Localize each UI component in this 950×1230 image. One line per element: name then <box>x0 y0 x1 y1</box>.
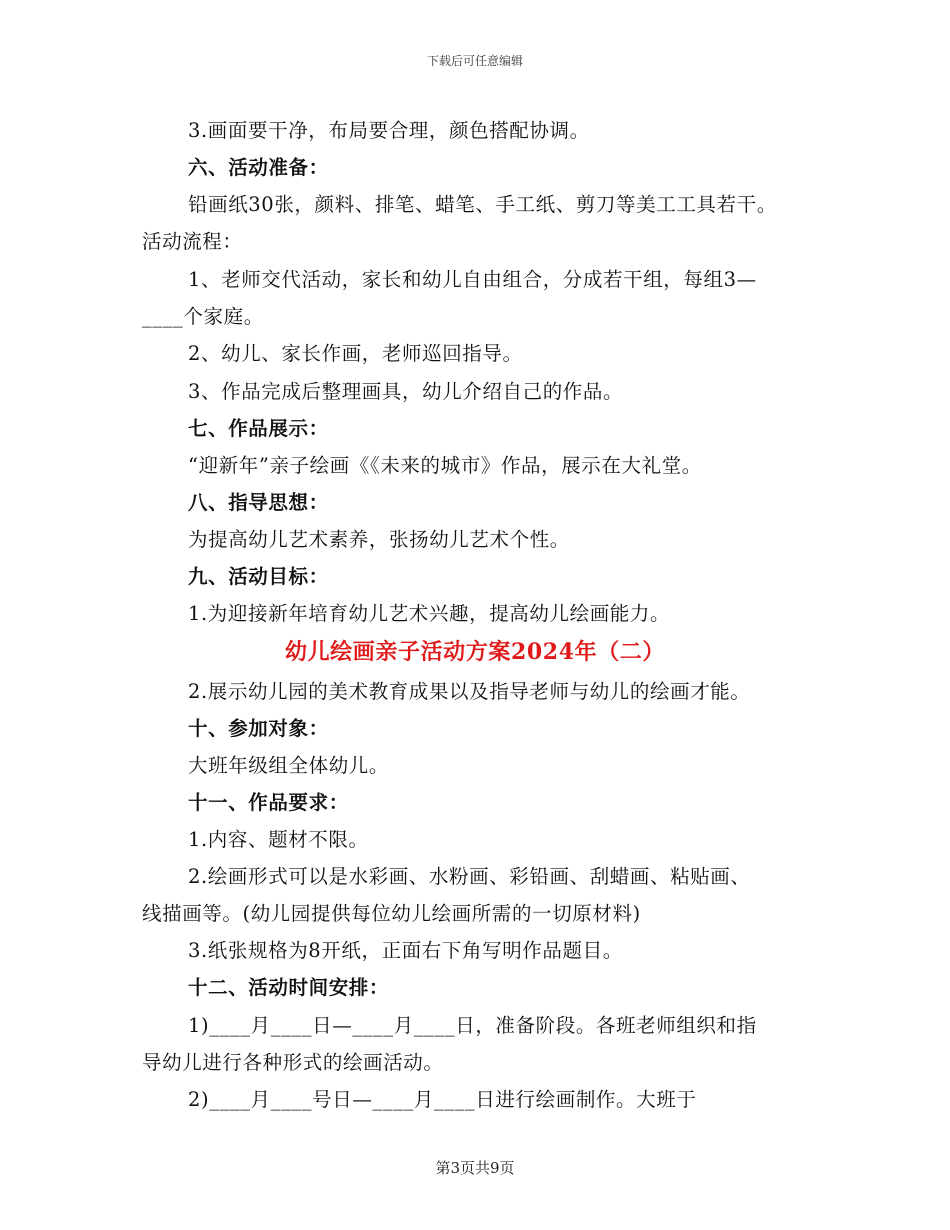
text-line: 活动流程： <box>142 230 243 253</box>
text-line: 大班年级组全体幼儿。 <box>188 754 390 777</box>
document-title: 幼儿绘画亲子活动方案2024年（二） <box>284 639 666 665</box>
section-heading: 六、活动准备： <box>188 156 329 179</box>
text-line: 2、幼儿、家长作画，老师巡回指导。 <box>188 342 523 365</box>
text-line: 3.画面要干净，布局要合理，颜色搭配协调。 <box>188 119 590 142</box>
page-header: 下载后可任意编辑 <box>426 54 523 68</box>
text-line: 1)____月____日—____月____日，准备阶段。各班老师组织和指 <box>188 1014 757 1037</box>
section-heading: 七、作品展示： <box>188 417 329 440</box>
text-line: 1、老师交代活动，家长和幼儿自由组合，分成若干组，每组3— <box>188 268 757 291</box>
text-line: 铅画纸30张，颜料、排笔、蜡笔、手工纸、剪刀等美工工具若干。 <box>188 193 777 216</box>
section-heading: 八、指导思想： <box>188 491 329 514</box>
text-line: 2)____月____号日—____月____日进行绘画制作。大班于 <box>188 1088 697 1111</box>
section-heading: 十一、作品要求： <box>188 791 349 814</box>
text-line: 3、作品完成后整理画具，幼儿介绍自己的作品。 <box>188 380 624 403</box>
text-line: 线描画等。(幼儿园提供每位幼儿绘画所需的一切原材料) <box>142 902 641 925</box>
text-line: “迎新年”亲子绘画《《未来的城市》作品，展示在大礼堂。 <box>188 454 702 477</box>
section-heading: 十二、活动时间安排： <box>188 976 390 999</box>
text-line: 2.展示幼儿园的美术教育成果以及指导老师与幼儿的绘画才能。 <box>188 680 751 703</box>
text-line: 2.绘画形式可以是水彩画、水粉画、彩铅画、刮蜡画、粘贴画、 <box>188 865 751 888</box>
text-line: 为提高幼儿艺术素养，张扬幼儿艺术个性。 <box>188 528 570 551</box>
page-footer: 第3页共9页 <box>435 1159 515 1177</box>
text-line: ____个家庭。 <box>142 305 264 328</box>
text-line: 1.内容、题材不限。 <box>188 828 369 851</box>
section-heading: 十、参加对象： <box>188 717 329 740</box>
text-line: 3.纸张规格为8开纸，正面右下角写明作品题目。 <box>188 939 623 962</box>
text-line: 1.为迎接新年培育幼儿艺术兴趣，提高幼儿绘画能力。 <box>188 602 671 625</box>
section-heading: 九、活动目标： <box>188 565 329 588</box>
text-line: 导幼儿进行各种形式的绘画活动。 <box>142 1051 444 1074</box>
